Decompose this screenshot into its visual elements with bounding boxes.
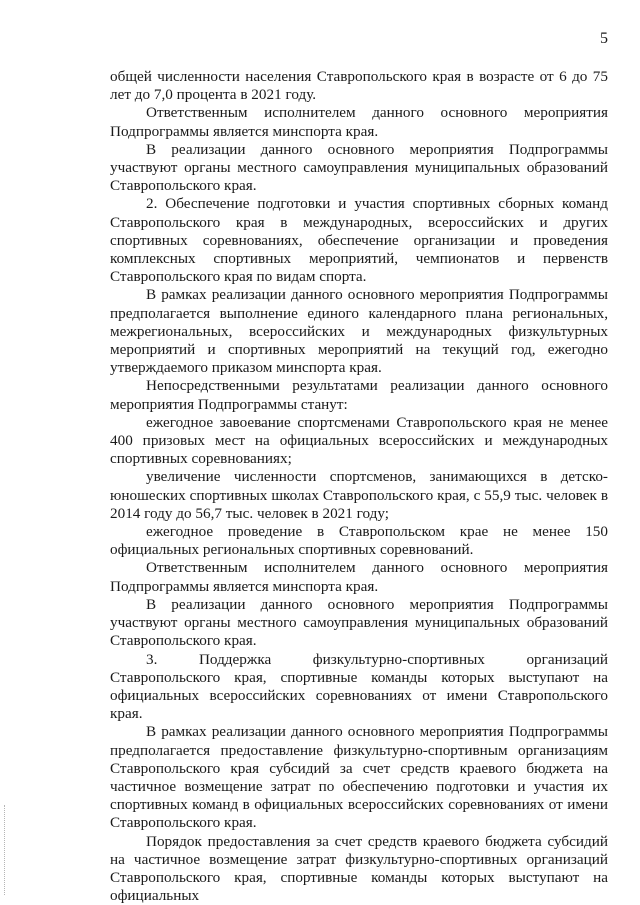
paragraph-participants-2: В реализации данного основного мероприятия Подпрограммы участвуют органы местного самоуправления муниципальных образований Ставропольского края. (110, 595, 608, 650)
paragraph-item-2-heading: 2. Обеспечение подготовки и участия спортивных сборных команд Ставропольского края в международных, всероссийских и других спортивных соревнованиях, обеспечение организации и проведения комплексных спортивных мероприятий, чемпионатов и первенств Ставропольского края по видам спорта. (110, 195, 608, 286)
paragraph-calendar-plan: В рамках реализации данного основного мероприятия Подпрограммы предполагается выполнение единого календарного плана региональных, межрегиональных, всероссийских и международных физкультурных мероприятий и спортивных мероприятий на текущий год, ежегодно утверждаемого приказом минспорта края. (110, 286, 608, 377)
paragraph-direct-results: Непосредственными результатами реализации данного основного мероприятия Подпрограммы станут: (110, 377, 608, 413)
paragraph-subsidies: В рамках реализации данного основного мероприятия Подпрограммы предполагается предоставление физкультурно-спортивным организациям Ставропольского края субсидий за счет средств краевого бюджета на частичное возмещение затрат по обеспечению подготовки и участия их спортивных команд в официальных всероссийских соревнованиях от имени Ставропольского края. (110, 723, 608, 832)
paragraph-responsible-executor-2: Ответственным исполнителем данного основного мероприятия Подпрограммы является минспорта края. (110, 559, 608, 595)
paragraph-continuation: общей численности населения Ставропольского края в возрасте от 6 до 75 лет до 7,0 процента в 2021 году. (110, 68, 608, 104)
paragraph-responsible-executor-1: Ответственным исполнителем данного основного мероприятия Подпрограммы является минспорта края. (110, 104, 608, 140)
paragraph-item-3-heading: 3. Поддержка физкультурно-спортивных организаций Ставропольского края, спортивные команды которых выступают на официальных всероссийских соревнованиях от имени Ставропольского края. (110, 650, 608, 723)
page-number: 5 (600, 30, 608, 47)
document-body (110, 68, 608, 905)
paragraph-result-competitions: ежегодное проведение в Ставропольском крае не менее 150 официальных региональных спортивных соревнований. (110, 523, 608, 559)
paragraph-procedure: Порядок предоставления за счет средств краевого бюджета субсидий на частичное возмещение затрат физкультурно-спортивных организаций Ставропольского края, спортивные команды которых выступают на официальных (110, 832, 608, 905)
scan-margin-marks (4, 805, 7, 895)
paragraph-result-athletes-count: увеличение численности спортсменов, занимающихся в детско-юношеских спортивных школах Ставропольского края, с 55,9 тыс. человек в 2014 году до 56,7 тыс. человек в 2021 году; (110, 468, 608, 522)
paragraph-participants-1: В реализации данного основного мероприятия Подпрограммы участвуют органы местного самоуправления муниципальных образований Ставропольского края. (110, 140, 608, 195)
paragraph-result-prize-places: ежегодное завоевание спортсменами Ставропольского края не менее 400 призовых мест на официальных всероссийских и международных спортивных соревнованиях; (110, 413, 608, 468)
